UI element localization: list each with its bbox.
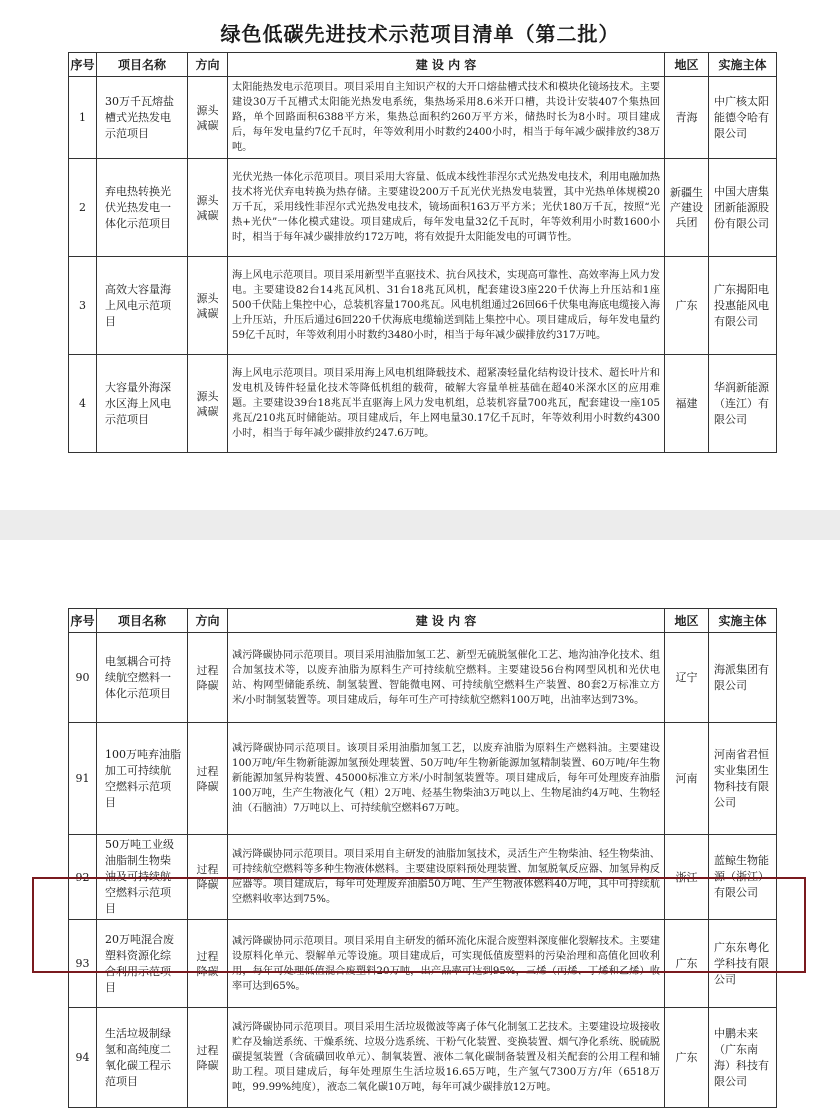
- row-region: 河南: [665, 723, 709, 835]
- row-project-name: 高效大容量海上风电示范项目: [97, 257, 188, 355]
- row-region: 青海: [665, 77, 709, 159]
- table-row: [69, 355, 777, 453]
- table-row: [69, 633, 777, 723]
- header-region: 地区: [665, 53, 709, 77]
- header-content: 建 设 内 容: [228, 53, 665, 77]
- row-direction: 源头减碳: [188, 257, 228, 355]
- document-page-2: [0, 540, 840, 1093]
- header-content: 建 设 内 容: [228, 609, 665, 633]
- row-region: 福建: [665, 355, 709, 453]
- row-content: 减污降碳协同示范项目。项目采用自主研发的油脂加氢技术，灵活生产生物柴油、轻生物柴油、可持续航空燃料等多种生物液体燃料。主要建设原料预处理装置、加氢脱氧反应器、加氢异构反应器等。项目建成后，每年可处理废弃油脂50万吨、生产生物液体燃料40万吨，其中可持续航空燃料收率达到75%。: [228, 835, 665, 920]
- row-project-name: 30万千瓦熔盐槽式光热发电示范项目: [97, 77, 188, 159]
- row-project-name: 大容量外海深水区海上风电示范项目: [97, 355, 188, 453]
- row-project-name: 50万吨工业级油脂制生物柴油及可持续航空燃料示范项目: [97, 835, 188, 920]
- row-no: 90: [69, 633, 97, 723]
- table-row: [69, 159, 777, 257]
- row-project-name: 生活垃圾制绿氢和高纯度二氧化碳工程示范项目: [97, 1008, 188, 1108]
- row-no: 91: [69, 723, 97, 835]
- row-direction: 过程降碳: [188, 920, 228, 1008]
- row-no: 2: [69, 159, 97, 257]
- row-entity: 中广核太阳能德令哈有限公司: [709, 77, 777, 159]
- row-content: 光伏光热一体化示范项目。项目采用大容量、低成本线性菲涅尔式光热发电技术，利用电融加热技术将光伏弃电转换为热存储。主要建设200万千瓦光伏光热发电装置，其中光热单体规模20万千瓦，采用线性菲涅尔式光热发电技术，镜场面积163万平方米；光伏180万千瓦，按照“光热+光伏”一体化模式建设。项目建成后，每年发电量32亿千瓦时，年等效利用小时数1600小时，相当于每年减少碳排放约172万吨，将有效提升太阳能发电的可调节性。: [228, 159, 665, 257]
- row-region: 广东: [665, 1008, 709, 1108]
- row-direction: 过程降碳: [188, 1008, 228, 1108]
- table-row: [69, 77, 777, 159]
- project-table-batch-top: [68, 52, 777, 453]
- row-direction: 源头减碳: [188, 355, 228, 453]
- row-entity: 中国大唐集团新能源股份有限公司: [709, 159, 777, 257]
- row-entity: 华润新能源（连江）有限公司: [709, 355, 777, 453]
- header-name: 项目名称: [97, 609, 188, 633]
- row-direction: 源头减碳: [188, 77, 228, 159]
- row-entity: 广东揭阳电投惠能风电有限公司: [709, 257, 777, 355]
- row-region: 辽宁: [665, 633, 709, 723]
- row-entity: 河南省君恒实业集团生物科技有限公司: [709, 723, 777, 835]
- header-entity: 实施主体: [709, 609, 777, 633]
- row-content: 太阳能热发电示范项目。项目采用自主知识产权的大开口熔盐槽式技术和模块化镜场技术。主要建设30万千瓦槽式太阳能光热发电系统，集热场采用8.6米开口槽，共设计安装407个集热回路，单个回路面积6388平方米，集热总面积约260万平方米，储热时长为8小时。项目建成后，每年发电量约7亿千瓦时，年等效利用小时数约2400小时，相当于每年减少碳排放约38万吨。: [228, 77, 665, 159]
- document-title: 绿色低碳先进技术示范项目清单（第二批）: [220, 22, 620, 46]
- row-region: 新疆生产建设兵团: [665, 159, 709, 257]
- header-entity: 实施主体: [709, 53, 777, 77]
- row-content: 海上风电示范项目。项目采用新型半直驱技术、抗台风技术，实现高可靠性、高效率海上风力发电。主要建设82台14兆瓦风机、31台18兆瓦风机，配套建设3座220千伏海上升压站和1座500千伏陆上集控中心，总装机容量1700兆瓦。风电机组通过26回66千伏集电海底电缆接入海上升压站，升压后通过6回220千伏海底电缆输送到陆上集控中心。项目建成后，每年发电量约59亿千瓦时，年等效利用小时数约3480小时，相当于每年减少碳排放约317万吨。: [228, 257, 665, 355]
- row-no: 94: [69, 1008, 97, 1108]
- project-table-batch-bottom: [68, 608, 777, 1108]
- row-region: 广东: [665, 920, 709, 1008]
- header-direction: 方向: [188, 609, 228, 633]
- row-content: 减污降碳协同示范项目。该项目采用油脂加氢工艺，以废弃油脂为原料生产燃料油。主要建设100万吨/年生物新能源加氢预处理装置、50万吨/年生物新能源加氢精制装置、60万吨/年生物新能源加氢异构装置、45000标准立方米/小时制氢装置等。项目建成后，每年可处理废弃油脂100万吨，生产生物液化气（粗）2万吨、烃基生物柴油3万吨以上、生物尾油约4万吨、生物轻油（石脑油）7万吨以上、可持续航空燃料67万吨。: [228, 723, 665, 835]
- row-entity: 蓝鲸生物能源（浙江）有限公司: [709, 835, 777, 920]
- row-project-name: 电氢耦合可持续航空燃料一体化示范项目: [97, 633, 188, 723]
- row-no: 3: [69, 257, 97, 355]
- row-region: 浙江: [665, 835, 709, 920]
- row-direction: 过程降碳: [188, 835, 228, 920]
- table-row: [69, 1008, 777, 1108]
- header-no: 序号: [69, 53, 97, 77]
- row-no: 93: [69, 920, 97, 1008]
- row-entity: 中鹏未来（广东南海）科技有限公司: [709, 1008, 777, 1108]
- row-content: 减污降碳协同示范项目。项目采用自主研发的循环流化床混合废塑料深度催化裂解技术。主要建设原料化单元、裂解单元等设施。项目建成后，可实现低值废塑料的污染治理和高值化回收利用，每年可处理低值混合废塑料20万吨，出产品率可达到95%，三烯（丙烯、丁烯和乙烯）收率可达到65%。: [228, 920, 665, 1008]
- document-page-1: [0, 0, 840, 510]
- table-row: [69, 835, 777, 920]
- row-project-name: 弃电热转换光伏光热发电一体化示范项目: [97, 159, 188, 257]
- row-no: 1: [69, 77, 97, 159]
- row-direction: 过程降碳: [188, 723, 228, 835]
- header-name: 项目名称: [97, 53, 188, 77]
- table-header-row: [69, 609, 777, 633]
- header-region: 地区: [665, 609, 709, 633]
- row-content: 海上风电示范项目。项目采用海上风电机组降载技术、超紧凑轻量化结构设计技术、超长叶片和发电机及铸件轻量化技术等降低机组的载荷，破解大容量单桩基础在超40米深水区的应用难题。主要建设39台18兆瓦半直驱海上风力发电机组，总装机容量700兆瓦，配套建设一座105兆瓦/210兆瓦时储能站。项目建成后，年上网电量30.17亿千瓦时，年等效利用小时数约4300小时，相当于每年减少碳排放约247.6万吨。: [228, 355, 665, 453]
- header-direction: 方向: [188, 53, 228, 77]
- table-row: [69, 723, 777, 835]
- row-entity: 海派集团有限公司: [709, 633, 777, 723]
- row-entity: 广东东粤化学科技有限公司: [709, 920, 777, 1008]
- page-separator: [0, 510, 840, 540]
- row-project-name: 100万吨弃油脂加工可持续航空燃料示范项目: [97, 723, 188, 835]
- row-project-name: 20万吨混合废塑料资源化综合利用示范项目: [97, 920, 188, 1008]
- row-region: 广东: [665, 257, 709, 355]
- row-direction: 过程降碳: [188, 633, 228, 723]
- table-row-highlighted: [69, 920, 777, 1008]
- row-content: 减污降碳协同示范项目。项目采用油脂加氢工艺、新型无硫脱氢催化工艺、地沟油净化技术、组合加氢技术等，以废弃油脂为原料生产可持续航空燃料。主要建设56台构网型风机和光伏电站、构网型储能系统、制氢装置、智能微电网、可持续航空燃料生产装置、80套2万标准立方米/小时制氢装置等。项目建成后，每年可生产可持续航空燃料100万吨，出油率达到73%。: [228, 633, 665, 723]
- row-direction: 源头减碳: [188, 159, 228, 257]
- header-no: 序号: [69, 609, 97, 633]
- table-row: [69, 257, 777, 355]
- row-no: 92: [69, 835, 97, 920]
- table-header-row: [69, 53, 777, 77]
- row-content: 减污降碳协同示范项目。项目采用生活垃圾微波等离子体气化制氢工艺技术。主要建设垃圾接收贮存及输送系统、干燥系统、垃圾分选系统、干粉气化装置、变换装置、烟气净化系统、脱硫脱碳提氢装置（含硫磺回收单元）、制氧装置、液体二氧化碳制备装置及相关配套的公用工程和辅助工程。项目建成后，每年处理原生生活垃圾16.65万吨，生产氢气7300万方/年（6518万吨，99.99%纯度），液态二氧化碳10万吨，每年可减少碳排放12万吨。: [228, 1008, 665, 1108]
- row-no: 4: [69, 355, 97, 453]
